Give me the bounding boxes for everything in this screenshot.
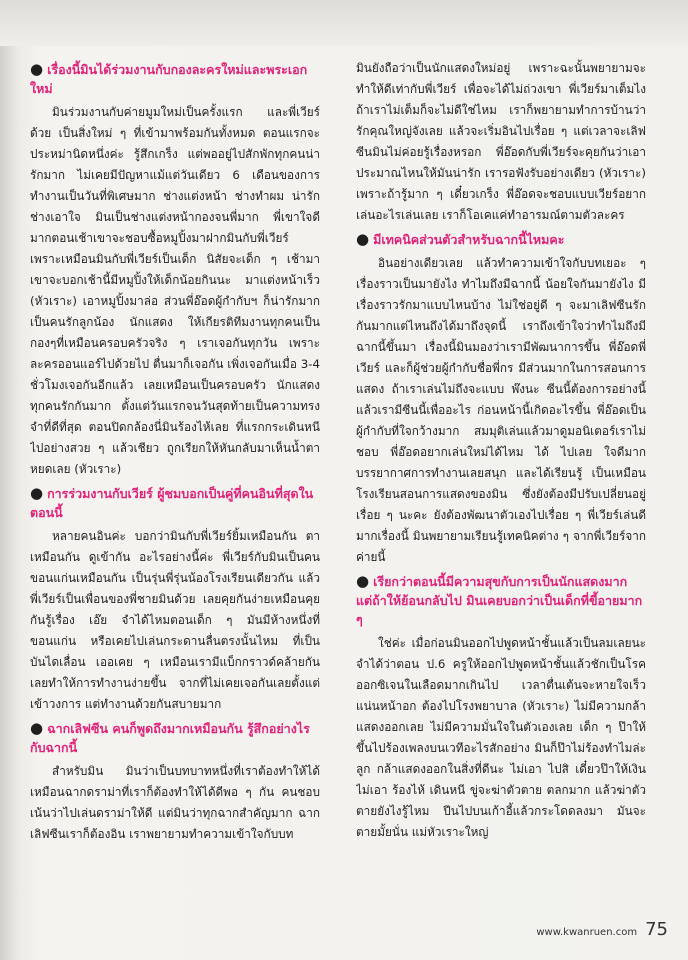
section-heading: ● การร่วมงานกับเวียร์ ผู้ชมบอกเป็นคู่ที่คนอินที่สุดในตอนนี้ xyxy=(30,484,314,520)
page-footer xyxy=(536,919,668,940)
body-paragraph: สำหรับมิน มินว่าเป็นบทบาทหนึ่งที่เราต้องทำให้ได้ เหมือนฉากดราม่าที่เราก็ต้องทำให้ได้ดีพอ ๆ กัน คนชอบเน้นว่าไปเล่นดราม่าให้ดี แต่มินว่าทุกฉากสำคัญมาก ฉากเลิฟซีนเราก็ต้องอิน เราพยายามทำความเข้าใจกับบท xyxy=(30,764,320,841)
section-heading: ● เรื่องนี้มินได้ร่วมงานกับกองละครใหม่และพระเอกใหม่ xyxy=(30,60,308,96)
body-paragraph: มินยังถือว่าเป็นนักแสดงใหม่อยู่ เพราะฉะนั้นพยายามจะทำให้ดีเท่ากับพี่เวียร์ เพื่อจะได้ไม่ถ่วงเขา พี่เวียร์มาเต็มไง ถ้าเราไม่เต็มก็จะไม่ดีใช่ไหม เราก็พยายามทำการบ้านว่ารักคุณใหญ่จังเลย แล้วจะเริ่มอินไปเรื่อย ๆ แต่เวลาจะเลิฟซีนมินไม่ค่อยรู้เรื่องหรอก พี่อ๊อดกับพี่เวียร์จะคุยกันว่าเอาประมาณไหนให้มันน่ารัก เรารอฟังรับอย่างเดียว (หัวเราะ) เพราะถ้ารู้มาก ๆ เดี๋ยวเกร็ง พี่อ๊อดจะชอบแบบเวียร์อยากเล่นอะไรเล่นเลย เราก็โอเคแค่ทำอารมณ์ตามตัวละคร xyxy=(356,61,646,222)
bullet-icon: ● xyxy=(356,230,370,248)
bullet-icon: ● xyxy=(30,484,44,502)
section-heading: ● เรียกว่าตอนนี้มีความสุขกับการเป็นนักแสดงมาก แต่ถ้าให้ย้อนกลับไป มินเคยบอกว่าเป็นเด็กที่ขี้อายมาก ๆ xyxy=(356,572,643,627)
body-paragraph: หลายคนอินค่ะ บอกว่ามินกับพี่เวียร์ยิ้มเหมือนกัน ตาเหมือนกัน ดูเข้ากัน อะไรอย่างนี้ค่ะ พี่เวียร์กับมินเป็นคนขอนแก่นเหมือนกัน เป็นรุ่นพี่รุ่นน้องโรงเรียนเดียวกัน แล้วพี่เวียร์เป็นเพื่อนของพี่ชายมินด้วย เลยคุยกันง่ายเหมือนคุยกันรู้เรื่อง เอ๊ย จำได้ไหมตอนเด็ก ๆ มันมีห้างหนึ่งที่ขอนแก่น หรือเคยไปเล่นกระดานลื่นตรงนั้นไหม ที่เป็นบันไดเลื่อน เออเคย ๆ เหมือนเรามีแบ็กกราวด์คล้ายกัน เลยทำให้การทำงานง่ายขึ้น จากที่ไม่เคยเจอกันเลยตั้งแต่เข้าวงการ แต่ทำงานด้วยกันสบายมาก xyxy=(30,529,320,711)
right-column xyxy=(356,58,646,898)
section-heading: ● มีเทคนิคส่วนตัวสำหรับฉากนี้ไหมคะ xyxy=(356,230,565,248)
body-paragraph: ใช่ค่ะ เมื่อก่อนมินออกไปพูดหน้าชั้นแล้วเป็นลมเลยนะ จำได้ว่าตอน ป.6 ครูให้ออกไปพูดหน้าชั้นแล้วชักเป็นโรคออกซิเจนในเลือดมากเกินไป เวลาตื่นเต้นจะหายใจเร็ว แน่นหน้าอก ต้องไปโรงพยาบาล (หัวเราะ) ไม่มีความกล้าแสดงออกเลย ไม่มีความมั่นใจในตัวเองเลย เด็ก ๆ ป๊าให้ขึ้นไปร้องเพลงบนเวทีอะไรสักอย่าง มินก็ป๊าไม่ร้องทำไมล่ะลูก กล้าแสดงออกในสิ่งที่ดีนะ ไม่เอา ไปสิ เดี๋ยวป๊าให้เงิน ไม่เอา ร้องไห้ เดินหนี ขู่จะฆ่าตัวตาย ตลกมาก แล้วฆ่าตัวตายยังไงรู้ไหม ปีนไปบนเก้าอี้แล้วกระโดดลงมา มันจะตายมั้ยนั่น แม่หัวเราะใหญ่ xyxy=(356,636,646,839)
body-paragraph: มินร่วมงานกับค่ายมูมใหม่เป็นครั้งแรก และพี่เวียร์ด้วย เป็นสิ่งใหม่ ๆ ที่เข้ามาพร้อมกันทั้งหมด ตอนแรกจะประหม่านิดหนึ่งค่ะ รู้สึกเกร็ง แต่พออยู่ไปสักพักทุกคนน่ารักมาก ไม่เคยมีปัญหาแม้แต่วันเดียว 6 เดือนของการทำงานเป็นวันที่พิเศษมาก ช่างแต่งหน้า ช่างทำผม น่ารักช่างเอาใจ มินเป็นช่างแต่งหน้ากองจนพี่มาก พี่เขาใจดีมากตอนเช้าเขาจะชอบซื้อหมูปิ้งมาฝากมินกับพี่เวียร์ เพราะเหมือนมินกับพี่เวียร์เป็นเด็ก นิสัยจะเด็ก ๆ เช้ามาเขาจะบอกเช้านี้มีหมูปิ้งให้เด็กน้อยกินนะ มาแต่งหน้าเร็ว (หัวเราะ) เอาหมูปิ้งมาล่อ ส่วนพี่อ๊อดผู้กำกับฯ ก็น่ารักมาก เป็นคนรักลูกน้อง นักแสดง ให้เกียรติทีมงานทุกคนเป็นกองๆที่เหมือนครอบครัวจริง ๆ เราเจอกันทุกวัน เพราะละครออนแอร์ไปด้วยไป ตื่นมาก็เจอกัน เพิ่งเจอกันเมื่อ 3-4 ชั่วโมงเจอกันอีกแล้ว เลยเหมือนเป็นครอบครัว นักแสดงทุกคนรักกันมาก ตั้งแต่วันแรกจนวันสุดท้ายเป็นความทรงจำที่ดีที่สุด ตอนปิดกล้องนี่มินร้องไห้เลย ที่แรกกระเดินหนีไปอย่างสวย ๆ แล้วเชียว ถูกเรียกให้หันกลับมาเห็นน้ำตาหยดเลย (หัวเราะ) xyxy=(30,105,320,476)
page-number: 75 xyxy=(645,919,668,940)
bullet-icon: ● xyxy=(30,60,44,78)
footer-url: www.kwanruen.com xyxy=(536,927,638,938)
bullet-icon: ● xyxy=(356,572,370,590)
section-heading: ● ฉากเลิฟซีน คนก็พูดถึงมากเหมือนกัน รู้สึกอย่างไรกับฉากนี้ xyxy=(30,719,310,755)
body-paragraph: อินอย่างเดียวเลย แล้วทำความเข้าใจกับบทเยอะ ๆ เรื่องราวเป็นมายังไง ทำไมถึงมีฉากนี้ น้อยใจกันมายังไง มีเรื่องราวรักมาแบบไหนบ้าง ไม่ใช่อยู่ดี ๆ จะมาเลิฟซีนรักกันมากแต่ไหนถึงได้มาถึงจุดนี้ เราถึงเข้าใจว่าทำไมถึงมีฉากนี้ขึ้นมา เรื่องนี้มินมองว่าเรามีพัฒนาการขึ้น พี่อ๊อดพี่เวียร์ และก็ผู้ช่วยผู้กำกับชื่อพี่กร มีส่วนมากในการสอนการแสดง ถ้าเราเล่นไม่ถึงจะแบบ พ๊งนะ ซีนนี้ต้องการอย่างนี้แล้วเรามีซีนนี้เพื่ออะไร ก่อนหน้านี้เกิดอะไรขึ้น พี่อ๊อดเป็นผู้กำกับที่ใจกว้างมาก สมมุติเล่นแล้วมาดูมอนิเตอร์เราไม่ชอบ พี่อ๊อดอยากเล่นใหม่ได้ไหม ได้ ไปเลย ใจดีมาก บรรยากาศการทำงานเลยสนุก และได้เรียนรู้ เป็นเหมือนโรงเรียนสอนการแสดงของมิน ซึ่งยังต้องมีปรับเปลี่ยนอยู่เรื่อย ๆ นะคะ ยังต้องพัฒนาตัวเองไปเรื่อย ๆ พี่เวียร์เล่นดีมากเรื่องนี้ มินพยายามเรียนรู้เทคนิคต่าง ๆ จากพี่เวียร์จากค่ายนี้ xyxy=(356,256,646,564)
page-top-edge xyxy=(0,0,688,46)
bullet-icon: ● xyxy=(30,719,44,737)
left-column xyxy=(30,58,320,898)
